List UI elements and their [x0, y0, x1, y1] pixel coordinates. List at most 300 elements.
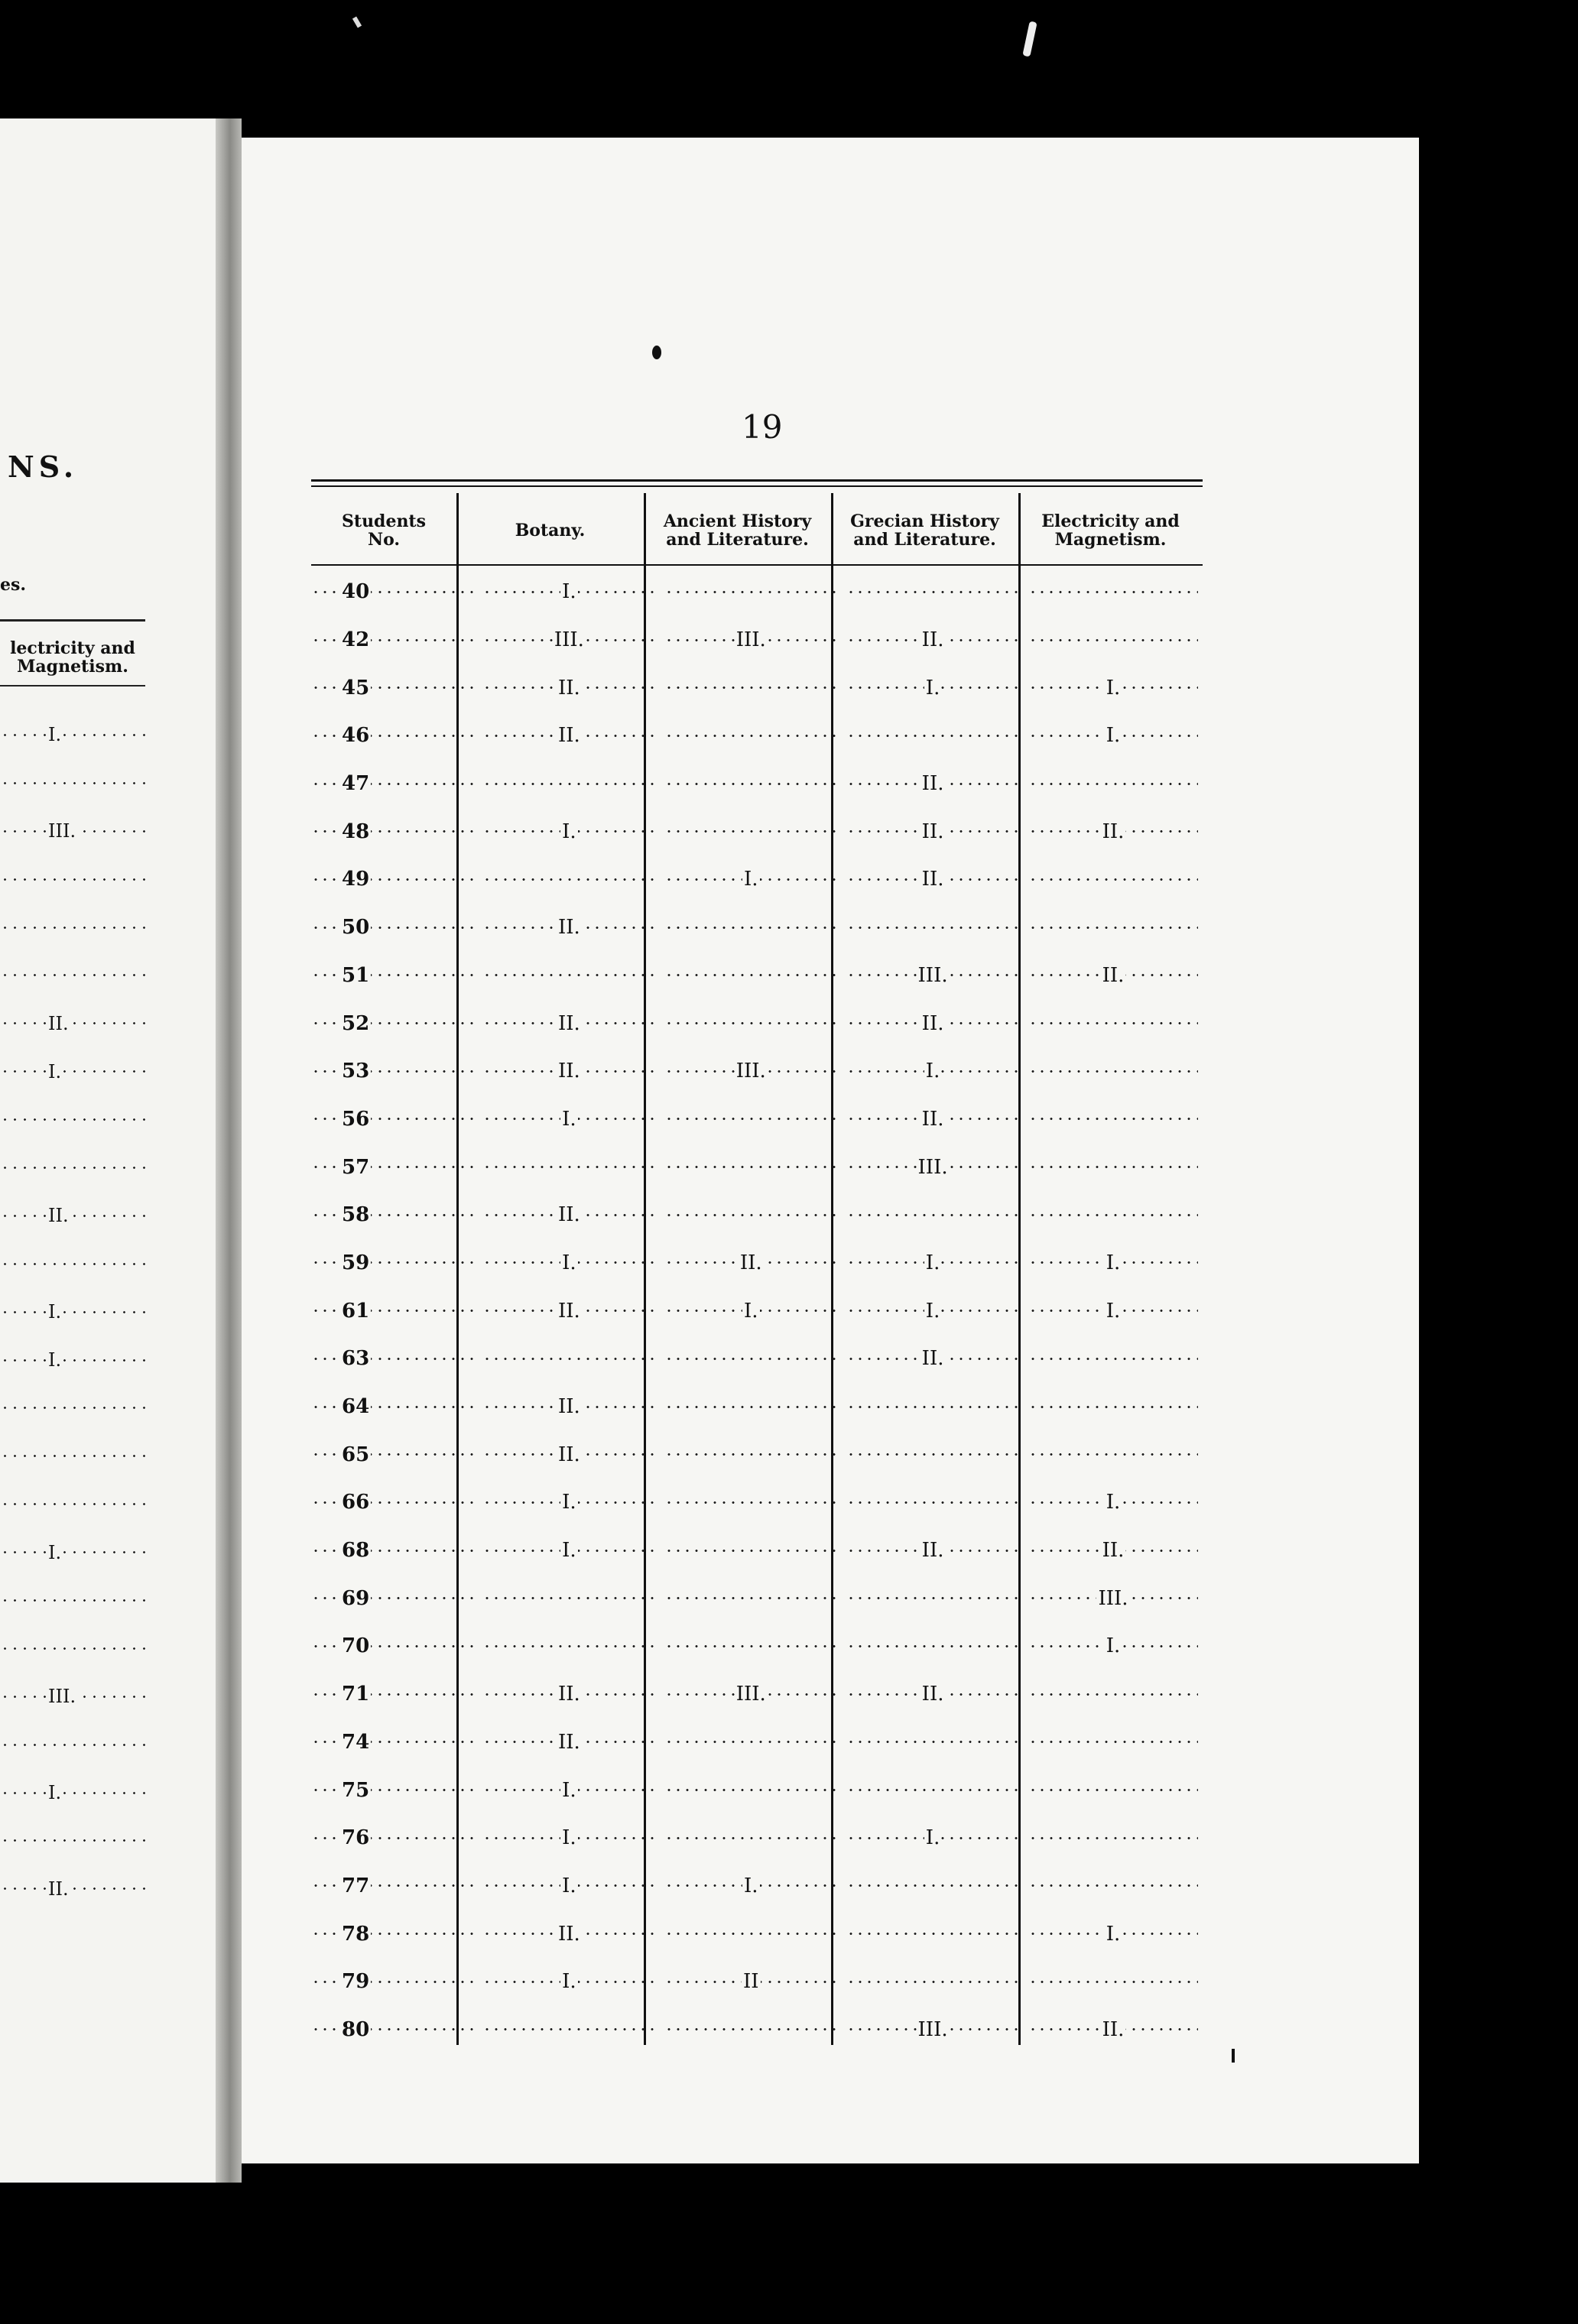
botany-grade: II.	[557, 1011, 580, 1035]
electricity-grade-cell	[1028, 1095, 1198, 1144]
table-row	[311, 1766, 1203, 1814]
electricity-grade-cell	[1028, 760, 1198, 808]
grecian-history-grade-cell	[846, 1910, 1019, 1958]
grecian-history-grade-cell	[846, 1622, 1019, 1670]
botany-grade: II.	[557, 1922, 580, 1946]
table-row	[311, 760, 1203, 808]
electricity-grade: II.	[1102, 820, 1125, 843]
student-number: 80	[342, 2017, 370, 2041]
table-row	[311, 1574, 1203, 1622]
electricity-grade-cell	[1028, 1910, 1198, 1958]
student-number: 57	[342, 1155, 370, 1179]
left-row	[0, 1432, 149, 1480]
ancient-history-grade-cell	[664, 1958, 837, 2006]
table-row	[311, 1383, 1203, 1431]
botany-grade-cell	[482, 1335, 655, 1383]
ancient-history-grade-cell	[664, 1622, 837, 1670]
electricity-grade: I.	[1106, 1251, 1121, 1274]
ancient-history-grade-cell	[664, 2006, 837, 2054]
student-number-cell	[311, 999, 473, 1047]
ancient-history-grade: I.	[743, 868, 758, 891]
electricity-grade-cell	[1028, 999, 1198, 1047]
grecian-history-grade-cell	[846, 1191, 1019, 1239]
student-number-cell	[311, 1191, 473, 1239]
table-row	[311, 904, 1203, 952]
ancient-history-grade-cell	[664, 1287, 837, 1335]
ancient-history-grade-cell	[664, 1862, 837, 1910]
table-row	[311, 1239, 1203, 1287]
left-row	[0, 1480, 149, 1528]
botany-grade-cell	[482, 712, 655, 760]
electricity-grade-cell	[1028, 1862, 1198, 1910]
table-row	[311, 1622, 1203, 1670]
electricity-grade-cell	[1028, 1143, 1198, 1191]
electricity-grade-cell	[1028, 2006, 1198, 2054]
ancient-history-grade-cell	[664, 904, 837, 952]
student-number: 40	[342, 580, 370, 604]
table-body	[311, 568, 1203, 2053]
student-number-cell	[311, 1430, 473, 1478]
margin-mark	[1232, 2049, 1235, 2063]
left-electricity-grade: II.	[46, 1013, 71, 1034]
botany-grade-cell	[482, 904, 655, 952]
botany-grade: II.	[557, 916, 580, 940]
ancient-history-grade-cell	[664, 712, 837, 760]
electricity-grade-cell	[1028, 1527, 1198, 1575]
student-number-cell	[311, 1143, 473, 1191]
ancient-history-grade: III.	[735, 1683, 766, 1706]
botany-grade: II.	[557, 1443, 580, 1466]
botany-grade-cell	[482, 1527, 655, 1575]
table-row	[311, 807, 1203, 855]
ancient-history-grade-cell	[664, 1143, 837, 1191]
botany-grade-cell	[482, 855, 655, 904]
ancient-history-grade-cell	[664, 1527, 837, 1575]
botany-grade: I.	[562, 1970, 576, 1994]
botany-grade-cell	[482, 1622, 655, 1670]
electricity-grade-cell	[1028, 1383, 1198, 1431]
grecian-history-grade-cell	[846, 760, 1019, 808]
student-number: 74	[342, 1730, 370, 1754]
student-number: 77	[342, 1874, 370, 1897]
student-number-cell	[311, 1335, 473, 1383]
electricity-grade: II.	[1102, 2017, 1125, 2041]
electricity-grade-cell	[1028, 1239, 1198, 1287]
botany-grade: II.	[557, 1395, 580, 1419]
botany-grade: I.	[562, 820, 576, 843]
table-row	[311, 1191, 1203, 1239]
table-row	[311, 952, 1203, 1000]
student-number-cell	[311, 664, 473, 712]
botany-grade-cell	[482, 1766, 655, 1814]
ancient-history-grade-cell	[664, 760, 837, 808]
botany-grade: I.	[562, 1539, 576, 1563]
ancient-history-grade-cell	[664, 616, 837, 664]
header-grecian-history: Grecian History and Literature.	[850, 511, 999, 550]
header-electricity: Electricity and Magnetism.	[1041, 511, 1180, 550]
grecian-history-grade: II.	[921, 1011, 944, 1035]
botany-grade: II.	[557, 1683, 580, 1706]
ancient-history-grade-cell	[664, 1719, 837, 1767]
left-row	[0, 999, 149, 1047]
student-number-cell	[311, 1622, 473, 1670]
left-electricity-grade: I.	[46, 1542, 63, 1563]
grecian-history-grade-cell	[846, 1478, 1019, 1527]
ancient-history-grade: III.	[735, 1060, 766, 1083]
left-row	[0, 951, 149, 999]
student-number: 56	[342, 1107, 370, 1131]
electricity-grade: I.	[1106, 1491, 1121, 1514]
table-row	[311, 712, 1203, 760]
left-row	[0, 1673, 149, 1721]
grecian-history-grade: III.	[917, 1155, 948, 1179]
student-number: 71	[342, 1683, 370, 1706]
table-row	[311, 1335, 1203, 1383]
grecian-history-grade: I.	[925, 1060, 940, 1083]
grecian-history-grade: I.	[925, 676, 940, 699]
botany-grade: II.	[557, 1730, 580, 1754]
grecian-history-grade-cell	[846, 855, 1019, 904]
grecian-history-grade-cell	[846, 1047, 1019, 1095]
scan-speck	[352, 16, 362, 28]
electricity-grade-cell	[1028, 664, 1198, 712]
electricity-grade-cell	[1028, 1814, 1198, 1862]
student-number-cell	[311, 1095, 473, 1144]
student-number-cell	[311, 1287, 473, 1335]
ancient-history-grade-cell	[664, 1910, 837, 1958]
grecian-history-grade-cell	[846, 1719, 1019, 1767]
electricity-grade: I.	[1106, 676, 1121, 699]
left-row	[0, 904, 149, 952]
botany-grade-cell	[482, 760, 655, 808]
electricity-grade-cell	[1028, 1335, 1198, 1383]
student-number-cell	[311, 712, 473, 760]
table-row	[311, 1527, 1203, 1575]
grecian-history-grade-cell	[846, 904, 1019, 952]
grecian-history-grade: III.	[917, 963, 948, 987]
table-row	[311, 568, 1203, 616]
table-row	[311, 1478, 1203, 1527]
student-number: 69	[342, 1586, 370, 1610]
grecian-history-grade-cell	[846, 1670, 1019, 1719]
student-number-cell	[311, 760, 473, 808]
table-row	[311, 1910, 1203, 1958]
left-header-rule	[0, 619, 145, 622]
student-number: 48	[342, 820, 370, 843]
ancient-history-grade-cell	[664, 1430, 837, 1478]
header-students-no: Students No.	[342, 511, 426, 550]
grecian-history-grade-cell	[846, 1239, 1019, 1287]
botany-grade: II.	[557, 1060, 580, 1083]
left-row	[0, 1144, 149, 1192]
left-row	[0, 1192, 149, 1240]
botany-grade-cell	[482, 1095, 655, 1144]
electricity-grade-cell	[1028, 807, 1198, 855]
electricity-grade-cell	[1028, 616, 1198, 664]
ancient-history-grade: II.	[739, 1251, 762, 1274]
ancient-history-grade-cell	[664, 952, 837, 1000]
electricity-grade: II.	[1102, 963, 1125, 987]
student-number-cell	[311, 1670, 473, 1719]
student-number-cell	[311, 1574, 473, 1622]
botany-grade-cell	[482, 807, 655, 855]
student-number-cell	[311, 807, 473, 855]
ancient-history-grade-cell	[664, 1814, 837, 1862]
botany-grade-cell	[482, 1287, 655, 1335]
botany-grade-cell	[482, 664, 655, 712]
electricity-grade-cell	[1028, 1191, 1198, 1239]
left-row	[0, 1625, 149, 1673]
student-number: 75	[342, 1778, 370, 1802]
left-header-rule-bottom	[0, 685, 145, 686]
ancient-history-grade-cell	[664, 1670, 837, 1719]
grecian-history-grade-cell	[846, 1814, 1019, 1862]
ancient-history-grade-cell	[664, 999, 837, 1047]
grecian-history-grade-cell	[846, 1527, 1019, 1575]
student-number-cell	[311, 904, 473, 952]
ancient-history-grade-cell	[664, 664, 837, 712]
grecian-history-grade-cell	[846, 2006, 1019, 2054]
ancient-history-grade-cell	[664, 807, 837, 855]
electricity-grade-cell	[1028, 904, 1198, 952]
left-electricity-grade: III.	[46, 1686, 78, 1707]
scan-speck	[1022, 21, 1037, 57]
botany-grade-cell	[482, 1958, 655, 2006]
ancient-history-grade-cell	[664, 1095, 837, 1144]
header-rule	[311, 564, 1203, 566]
table-row	[311, 855, 1203, 904]
ancient-history-grade: I.	[743, 1874, 758, 1897]
student-number-cell	[311, 1383, 473, 1431]
electricity-grade: I.	[1106, 1634, 1121, 1658]
student-number: 52	[342, 1011, 370, 1035]
botany-grade: I.	[562, 1107, 576, 1131]
student-number: 64	[342, 1395, 370, 1419]
botany-grade: II.	[557, 676, 580, 699]
left-row	[0, 807, 149, 855]
grecian-history-grade: I.	[925, 1826, 940, 1850]
electricity-grade-cell	[1028, 855, 1198, 904]
student-number-cell	[311, 1239, 473, 1287]
table-row	[311, 1958, 1203, 2006]
botany-grade: III.	[554, 628, 584, 652]
student-number: 50	[342, 916, 370, 940]
electricity-grade: I.	[1106, 1299, 1121, 1323]
electricity-grade: III.	[1098, 1586, 1128, 1610]
ancient-history-grade-cell	[664, 1047, 837, 1095]
left-electricity-grade: I.	[46, 1349, 63, 1371]
student-number: 68	[342, 1539, 370, 1563]
student-number-cell	[311, 616, 473, 664]
ancient-history-grade-cell	[664, 1335, 837, 1383]
grecian-history-grade: II.	[921, 1539, 944, 1563]
table-row	[311, 2006, 1203, 2054]
grecian-history-grade-cell	[846, 952, 1019, 1000]
grecian-history-grade-cell	[846, 712, 1019, 760]
ancient-history-grade-cell	[664, 1478, 837, 1527]
left-row	[0, 1095, 149, 1144]
page-number: 19	[742, 408, 783, 446]
left-row	[0, 1384, 149, 1432]
grecian-history-grade: II.	[921, 772, 944, 796]
left-electricity-grade: I.	[46, 1782, 63, 1803]
botany-grade-cell	[482, 1910, 655, 1958]
botany-grade-cell	[482, 2006, 655, 2054]
ancient-history-grade: III.	[735, 628, 766, 652]
grecian-history-grade: II.	[921, 820, 944, 843]
grecian-history-grade-cell	[846, 1766, 1019, 1814]
ancient-history-grade: I.	[743, 1299, 758, 1323]
left-electricity-grade: II.	[46, 1205, 71, 1226]
student-number: 58	[342, 1203, 370, 1227]
left-page-title-fragment: NS.	[8, 450, 79, 484]
grecian-history-grade-cell	[846, 1335, 1019, 1383]
left-page-rows	[0, 711, 149, 1913]
left-row	[0, 711, 149, 759]
ancient-history-grade-cell	[664, 855, 837, 904]
left-row	[0, 1528, 149, 1576]
electricity-grade: II.	[1102, 1539, 1125, 1563]
grecian-history-grade-cell	[846, 1430, 1019, 1478]
left-row	[0, 1769, 149, 1817]
student-number-cell	[311, 1719, 473, 1767]
botany-grade: I.	[562, 1251, 576, 1274]
student-number-cell	[311, 855, 473, 904]
student-number: 49	[342, 868, 370, 891]
botany-grade-cell	[482, 1191, 655, 1239]
botany-grade-cell	[482, 1047, 655, 1095]
table-header	[311, 497, 1203, 564]
grecian-history-grade-cell	[846, 1574, 1019, 1622]
botany-grade: I.	[562, 1826, 576, 1850]
table-row	[311, 1143, 1203, 1191]
student-number-cell	[311, 1527, 473, 1575]
table-row	[311, 1047, 1203, 1095]
student-number: 42	[342, 628, 370, 652]
student-number-cell	[311, 2006, 473, 2054]
electricity-grade-cell	[1028, 1766, 1198, 1814]
botany-grade-cell	[482, 1143, 655, 1191]
electricity-grade-cell	[1028, 1478, 1198, 1527]
left-electricity-grade: I.	[46, 1061, 63, 1082]
student-number: 61	[342, 1299, 370, 1323]
botany-grade-cell	[482, 568, 655, 616]
header-botany: Botany.	[515, 521, 586, 540]
botany-grade: I.	[562, 1874, 576, 1897]
electricity-grade-cell	[1028, 1622, 1198, 1670]
left-row	[0, 1288, 149, 1336]
left-row	[0, 855, 149, 904]
botany-grade-cell	[482, 1383, 655, 1431]
student-number: 46	[342, 724, 370, 748]
grecian-history-grade: II.	[921, 1683, 944, 1706]
electricity-grade-cell	[1028, 1958, 1198, 2006]
botany-grade: II.	[557, 724, 580, 748]
student-number: 59	[342, 1251, 370, 1274]
electricity-grade-cell	[1028, 1670, 1198, 1719]
botany-grade-cell	[482, 952, 655, 1000]
left-electricity-grade: III.	[46, 820, 78, 842]
student-number-cell	[311, 1766, 473, 1814]
electricity-grade-cell	[1028, 1574, 1198, 1622]
table-row	[311, 1862, 1203, 1910]
grecian-history-grade: I.	[925, 1299, 940, 1323]
student-number: 47	[342, 772, 370, 796]
table-top-rule	[311, 479, 1203, 482]
table-row	[311, 1670, 1203, 1719]
botany-grade: II.	[557, 1203, 580, 1227]
student-number: 51	[342, 963, 370, 987]
table-top-rule-thin	[311, 485, 1203, 487]
botany-grade: I.	[562, 580, 576, 604]
student-number-cell	[311, 1047, 473, 1095]
left-electricity-grade: I.	[46, 724, 63, 745]
left-electricity-grade: II.	[46, 1878, 71, 1900]
ancient-history-grade-cell	[664, 1574, 837, 1622]
table-row	[311, 1430, 1203, 1478]
grecian-history-grade-cell	[846, 807, 1019, 855]
ancient-history-grade-cell	[664, 1383, 837, 1431]
student-number-cell	[311, 1910, 473, 1958]
student-number: 70	[342, 1634, 370, 1658]
table-row	[311, 1287, 1203, 1335]
student-number-cell	[311, 952, 473, 1000]
botany-grade-cell	[482, 1478, 655, 1527]
student-number-cell	[311, 1478, 473, 1527]
student-number: 79	[342, 1970, 370, 1994]
left-column-header-text: lectricity and Magnetism.	[10, 638, 135, 677]
table-row	[311, 664, 1203, 712]
left-row	[0, 1047, 149, 1095]
table-row	[311, 999, 1203, 1047]
grecian-history-grade: II.	[921, 628, 944, 652]
grecian-history-grade-cell	[846, 1383, 1019, 1431]
botany-grade: I.	[562, 1491, 576, 1514]
electricity-grade-cell	[1028, 1430, 1198, 1478]
page-gutter	[216, 118, 242, 2183]
student-number-cell	[311, 1814, 473, 1862]
electricity-grade: I.	[1106, 1922, 1121, 1946]
left-row	[0, 1240, 149, 1288]
ancient-history-grade-cell	[664, 1191, 837, 1239]
grecian-history-grade-cell	[846, 1143, 1019, 1191]
electricity-grade-cell	[1028, 1047, 1198, 1095]
left-row	[0, 1865, 149, 1913]
left-row	[0, 1336, 149, 1384]
left-row	[0, 1721, 149, 1769]
ancient-history-grade-cell	[664, 568, 837, 616]
ink-dot	[652, 346, 661, 359]
student-number-cell	[311, 568, 473, 616]
ancient-history-grade-cell	[664, 1239, 837, 1287]
botany-grade-cell	[482, 1574, 655, 1622]
student-number: 63	[342, 1347, 370, 1371]
grecian-history-grade-cell	[846, 1958, 1019, 2006]
table-row	[311, 1719, 1203, 1767]
electricity-grade: I.	[1106, 724, 1121, 748]
electricity-grade-cell	[1028, 1719, 1198, 1767]
student-number-cell	[311, 1958, 473, 2006]
grecian-history-grade: II.	[921, 1107, 944, 1131]
student-number: 76	[342, 1826, 370, 1850]
botany-grade-cell	[482, 1430, 655, 1478]
header-ancient-history: Ancient History and Literature.	[663, 511, 812, 550]
grecian-history-grade: II.	[921, 1347, 944, 1371]
botany-grade-cell	[482, 616, 655, 664]
left-row	[0, 1576, 149, 1625]
botany-grade-cell	[482, 1719, 655, 1767]
botany-grade-cell	[482, 1239, 655, 1287]
